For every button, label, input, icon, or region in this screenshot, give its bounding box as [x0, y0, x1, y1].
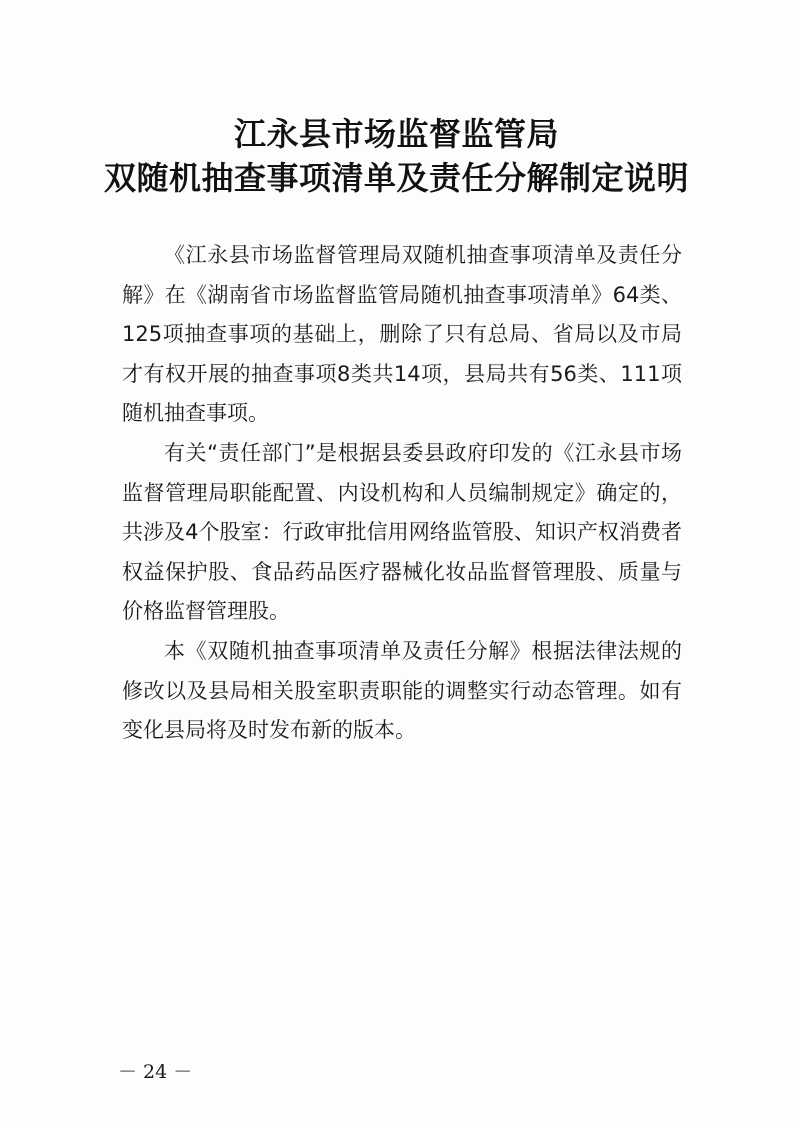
title-line-1: 江永县市场监督监管局	[233, 115, 559, 153]
document-title	[0, 112, 793, 200]
document-body	[122, 236, 682, 751]
page-number: － 24 －	[118, 1061, 193, 1083]
title-line-2: 双随机抽查事项清单及责任分解制定说明	[103, 159, 689, 197]
paragraph-1: 《江永县市场监督管理局双随机抽查事项清单及责任分解》在《湖南省市场监督监管局随机抽查事项清单》64类、125项抽查事项的基础上，删除了只有总局、省局以及市局才有权开展的抽查事项8类共14项，县局共有56类、111项随机抽查事项。	[122, 243, 682, 426]
paragraph-2: 有关“责任部门”是根据县委县政府印发的《江永县市场监督管理局职能配置、内设机构和人员编制规定》确定的，共涉及4个股室：行政审批信用网络监管股、知识产权消费者权益保护股、食品药品医疗器械化妆品监督管理股、质量与价格监督管理股。	[122, 440, 682, 624]
paragraph-3: 本《双随机抽查事项清单及责任分解》根据法律法规的修改以及县局相关股室职责职能的调整实行动态管理。如有变化县局将及时发布新的版本。	[122, 638, 682, 743]
